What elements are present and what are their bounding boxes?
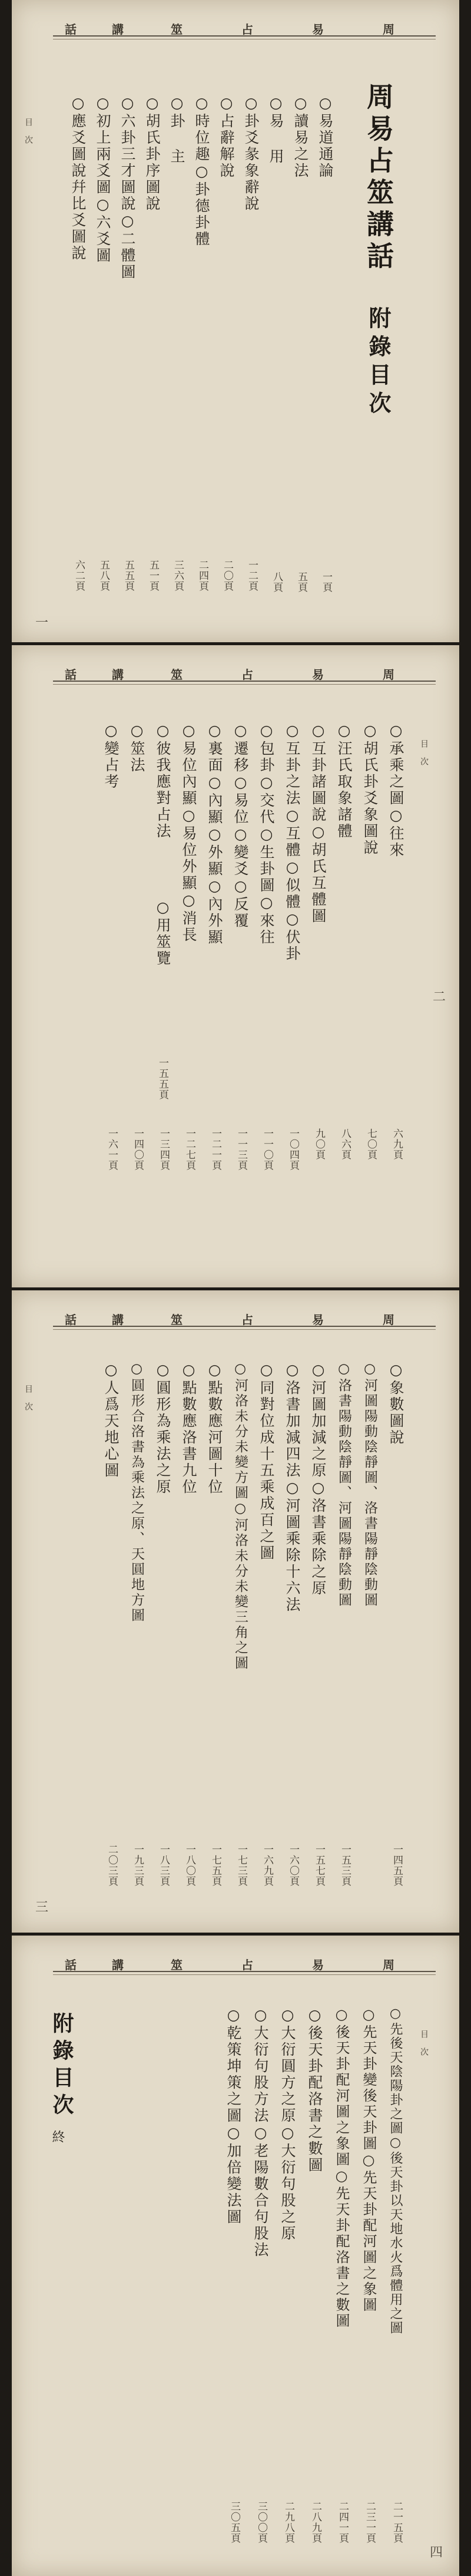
header-char: 占 bbox=[241, 1313, 253, 1327]
toc-entry[interactable]: ○大衍圓方之原○大衍句股之原 bbox=[279, 2006, 296, 2242]
toc-entry[interactable]: ○洛書陽動陰靜圖、河圖陽靜陰動圖 bbox=[336, 1361, 351, 1608]
toc-entry[interactable]: ○裏面○內顯○外顯○內外顯 bbox=[206, 722, 223, 946]
toc-entry[interactable]: ○變占考 bbox=[102, 722, 120, 790]
header-char: 筮 bbox=[171, 1958, 183, 1972]
header-char: 筮 bbox=[171, 668, 183, 682]
toc-entry[interactable]: ○占辭解說 bbox=[218, 94, 235, 179]
header-char: 話 bbox=[65, 22, 77, 37]
toc-page: 八頁 bbox=[271, 572, 283, 593]
page-4 bbox=[12, 1936, 459, 2576]
toc-entry[interactable]: ○後天卦配河圖之象圖○先天卦配洛書之數圖 bbox=[333, 2006, 350, 2329]
toc-page: 一二七頁 bbox=[184, 1128, 195, 1171]
toc-page: 六二頁 bbox=[73, 560, 85, 592]
toc-page: 一一〇頁 bbox=[261, 1128, 273, 1171]
toc-entry[interactable]: ○大衍句股方法○老陽數合句股法 bbox=[252, 2006, 269, 2258]
toc-entry[interactable]: ○用筮覽 bbox=[154, 899, 171, 967]
toc-entry[interactable]: ○同對位成十五乘成百之圖 bbox=[258, 1361, 275, 1561]
header-char: 易 bbox=[312, 1313, 324, 1327]
header-char: 話 bbox=[65, 668, 77, 682]
toc-page: 一二頁 bbox=[246, 560, 258, 592]
toc-page: 一六九頁 bbox=[261, 1844, 273, 1887]
toc-page: 二八九頁 bbox=[310, 2501, 321, 2544]
toc-page: 三〇五頁 bbox=[228, 2501, 240, 2544]
toc-page: 九〇頁 bbox=[313, 1128, 325, 1160]
toc-entry[interactable]: ○易位內顯○易位外顯○消長 bbox=[180, 722, 197, 943]
toc-entry[interactable]: ○易 用 bbox=[267, 94, 284, 165]
toc-page: 一六一頁 bbox=[106, 1128, 118, 1171]
page-3 bbox=[12, 1290, 459, 1933]
toc-entry[interactable]: ○胡氏卦爻象圖說 bbox=[361, 722, 379, 856]
running-header bbox=[53, 665, 436, 682]
header-char: 講 bbox=[112, 668, 124, 682]
toc-entry[interactable]: ○彼我應對占法 bbox=[154, 722, 171, 840]
header-rule bbox=[53, 1974, 436, 1975]
toc-entry[interactable]: ○河洛未分未變方圖○河洛未分未變三角之圖 bbox=[233, 1361, 248, 1671]
header-rule bbox=[53, 1329, 436, 1330]
margin-label: 目 次 bbox=[419, 2030, 429, 2056]
header-char: 周 bbox=[383, 22, 394, 37]
title-end-mark: 終 bbox=[50, 2130, 65, 2145]
toc-entry[interactable]: ○先後天陰陽卦之圖○後天卦以天地水火爲體用之圖 bbox=[388, 2006, 403, 2335]
toc-entry[interactable]: ○後天卦配洛書之數圖 bbox=[306, 2006, 323, 2174]
toc-page: 八六頁 bbox=[339, 1128, 351, 1160]
toc-page: 一七五頁 bbox=[210, 1844, 221, 1887]
header-char: 周 bbox=[383, 668, 394, 682]
toc-page: 五五頁 bbox=[122, 560, 134, 592]
running-header bbox=[53, 20, 436, 37]
toc-entry[interactable]: ○互卦諸圖說○胡氏互體圖 bbox=[310, 722, 327, 924]
toc-entry[interactable]: ○卦爻彖象辭說 bbox=[243, 94, 260, 212]
toc-page: 一八三頁 bbox=[158, 1844, 170, 1887]
margin-label: 目 次 bbox=[419, 739, 429, 765]
toc-entry[interactable]: ○筮法 bbox=[128, 722, 145, 774]
toc-entry[interactable]: ○先天卦變後天卦圖○先天卦配河圖之象圖 bbox=[360, 2006, 377, 2313]
toc-page: 一〇四頁 bbox=[287, 1128, 299, 1171]
book-title: 周易占筮講話 bbox=[363, 82, 394, 273]
toc-entry[interactable]: ○河圖加減之原○洛書乘除之原 bbox=[310, 1361, 327, 1597]
toc-page: 六九頁 bbox=[391, 1128, 403, 1160]
toc-page: 五頁 bbox=[296, 572, 307, 593]
toc-entry[interactable]: ○應爻圖說幷比爻圖說 bbox=[69, 94, 87, 262]
toc-page: 一七三頁 bbox=[236, 1844, 247, 1887]
toc-entry[interactable]: ○河圖陽動陰靜圖、洛書陽靜陰動圖 bbox=[362, 1361, 377, 1608]
toc-page: 一三四頁 bbox=[158, 1128, 170, 1171]
margin-label: 目 次 bbox=[24, 118, 33, 144]
toc-page: 三〇〇頁 bbox=[256, 2501, 267, 2544]
page-1 bbox=[12, 0, 459, 642]
page-number: 二 bbox=[433, 990, 446, 1005]
toc-page: 一二一頁 bbox=[210, 1128, 221, 1171]
header-char: 易 bbox=[312, 668, 324, 682]
header-char: 周 bbox=[383, 1958, 394, 1972]
header-char: 占 bbox=[241, 668, 253, 682]
toc-entry[interactable]: ○象數圖說 bbox=[387, 1361, 404, 1446]
toc-entry[interactable]: ○易道通論 bbox=[317, 94, 334, 179]
toc-page: 五一頁 bbox=[147, 560, 159, 592]
header-char: 話 bbox=[65, 1958, 77, 1972]
header-char: 講 bbox=[112, 1313, 124, 1327]
toc-entry[interactable]: ○六卦三才圖說○二體圖 bbox=[119, 94, 136, 280]
header-char: 講 bbox=[112, 22, 124, 37]
toc-page: 二四一頁 bbox=[337, 2501, 349, 2544]
toc-page: 二〇頁 bbox=[221, 560, 233, 592]
toc-entry[interactable]: ○點數應洛書九位 bbox=[180, 1361, 197, 1495]
toc-entry[interactable]: ○卦 主 bbox=[168, 94, 185, 165]
toc-entry[interactable]: ○讀易之法 bbox=[292, 94, 309, 179]
toc-page: 二四頁 bbox=[197, 560, 208, 592]
toc-page: 一八〇頁 bbox=[184, 1844, 195, 1887]
toc-page: 二三一頁 bbox=[364, 2501, 376, 2544]
toc-page: 七〇頁 bbox=[365, 1128, 377, 1160]
toc-page: 五八頁 bbox=[98, 560, 110, 592]
running-header bbox=[53, 1956, 436, 1972]
toc-entry[interactable]: ○遷移○易位○變爻○反覆 bbox=[232, 722, 249, 929]
toc-page: 三六頁 bbox=[172, 560, 184, 592]
header-char: 易 bbox=[312, 22, 324, 37]
header-char: 筮 bbox=[171, 1313, 183, 1327]
header-char: 易 bbox=[312, 1958, 324, 1972]
page-number: 一 bbox=[35, 616, 49, 630]
toc-page: 一六〇頁 bbox=[287, 1844, 299, 1887]
page-number: 四 bbox=[430, 2545, 443, 2560]
header-char: 占 bbox=[241, 22, 253, 37]
page-number: 三 bbox=[35, 1900, 49, 1915]
toc-entry[interactable]: ○包卦○交代○生卦圖○來往 bbox=[258, 722, 275, 946]
toc-page: 一四五頁 bbox=[391, 1844, 403, 1887]
toc-page: 一頁 bbox=[320, 572, 332, 593]
header-char: 講 bbox=[112, 1958, 124, 1972]
toc-entry[interactable]: ○圓形為乘法之原 bbox=[154, 1361, 171, 1495]
toc-entry[interactable]: ○人爲天地心圖 bbox=[102, 1361, 120, 1479]
toc-entry[interactable]: ○時位趣○卦德卦體 bbox=[193, 94, 210, 247]
header-char: 筮 bbox=[171, 22, 183, 37]
toc-page: 一九三頁 bbox=[132, 1844, 144, 1887]
toc-entry[interactable]: ○初上兩爻圖○六爻圖 bbox=[94, 94, 111, 264]
toc-entry[interactable]: ○點數應河圖十位 bbox=[206, 1361, 223, 1495]
page-2 bbox=[12, 645, 459, 1287]
toc-entry[interactable]: ○承乘之圖○往來 bbox=[387, 722, 404, 858]
margin-label: 目 次 bbox=[24, 1385, 33, 1411]
toc-page: 一四〇頁 bbox=[132, 1128, 144, 1171]
running-header bbox=[53, 1310, 436, 1327]
toc-entry[interactable]: ○互卦之法○互體○似體○伏卦 bbox=[284, 722, 301, 962]
header-char: 話 bbox=[65, 1313, 77, 1327]
header-rule bbox=[53, 684, 436, 685]
toc-page: 一五五頁 bbox=[157, 1058, 168, 1100]
toc-entry[interactable]: ○汪氏取象諸體 bbox=[336, 722, 353, 840]
appendix-title: 附錄目次 bbox=[49, 2012, 74, 2121]
header-char: 周 bbox=[383, 1313, 394, 1327]
toc-entry[interactable]: ○圓形合洛書為乘法之原、天圓地方圖 bbox=[129, 1361, 144, 1623]
toc-page: 一一三頁 bbox=[236, 1128, 247, 1171]
toc-entry[interactable]: ○乾策坤策之圖○加倍變法圖 bbox=[225, 2006, 242, 2225]
toc-page: 一五三頁 bbox=[339, 1844, 351, 1887]
toc-page: 二〇三頁 bbox=[106, 1844, 118, 1887]
toc-page: 二九八頁 bbox=[283, 2501, 294, 2544]
toc-page: 二一五頁 bbox=[391, 2501, 403, 2544]
header-char: 占 bbox=[241, 1958, 253, 1972]
toc-entry[interactable]: ○胡氏卦序圖說 bbox=[144, 94, 161, 212]
appendix-title: 附錄目次 bbox=[365, 306, 392, 420]
toc-page: 一五七頁 bbox=[313, 1844, 325, 1887]
toc-entry[interactable]: ○洛書加減四法○河圖乘除十六法 bbox=[284, 1361, 301, 1613]
